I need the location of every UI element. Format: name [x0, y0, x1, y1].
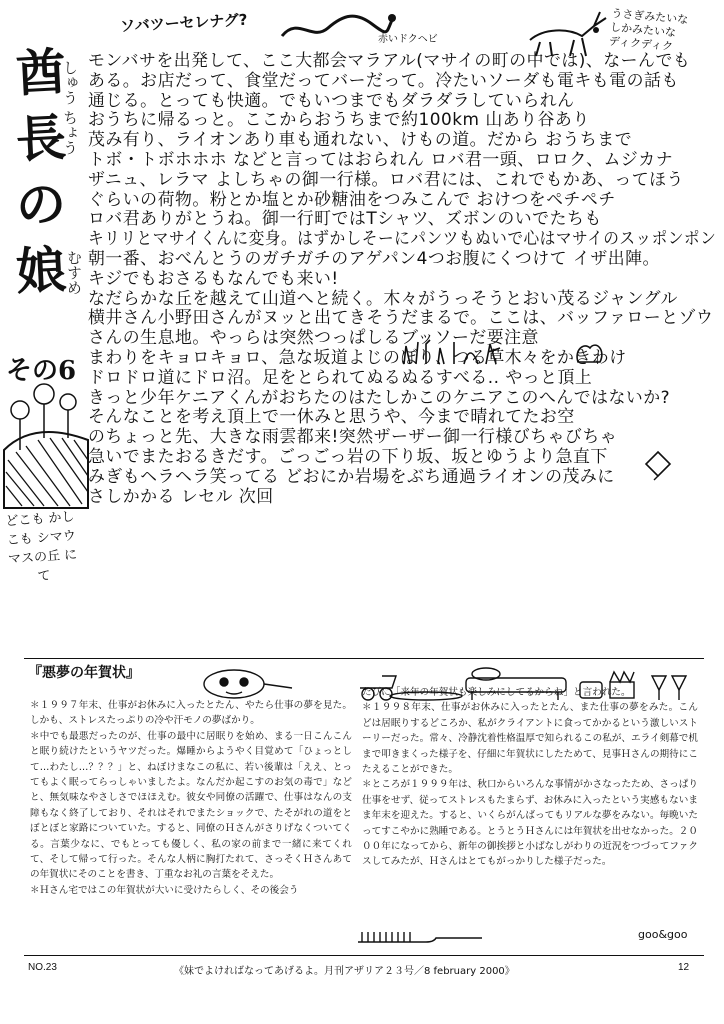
toothbrush-doodle [356, 928, 486, 948]
footer-credit: 《妹でよければなってあげるよ。月刊アザリア２３号／8 february 2000》 [174, 966, 515, 977]
essay-line: 茂み有り、ライオンあり車も通れない、けもの道。だから おうちまで [88, 130, 633, 151]
dikdik-note [608, 7, 688, 56]
essay-line: 通じる。とっても快適。でもいつまでもダラダラしていられん [88, 90, 575, 111]
title-char: 娘 [14, 239, 68, 302]
title-furigana: むすめ [65, 250, 83, 295]
essay-line: まわりをキョロキョロ、急な坂道よじのぼり、つる草木々をかきわけ [88, 347, 627, 368]
article-paragraph: ＊Ｈさん宅ではこの年賀状が大いに受けたらしく、その後会う [30, 884, 299, 896]
article-paragraph: ＊１９９７年末、仕事がお休みに入ったとたん、やたら仕事の夢を見た。しかも、ストレスたっぷりの冷や汗モノの夢ばかり。 [30, 700, 352, 727]
essay-line: 横井さん小野田さんがヌッと出てきそうだまるで。ここは、バッファローとゾウ [88, 308, 714, 329]
article-paragraph: ＊１９９８年末、仕事がお休みに入ったとたん、また仕事の夢をみた。こんどは居眠りするどころか、私がクライアントに食ってかかるという激しいストーリーだった。常々、冷静沈着性格温厚で知られるこの私が、エライ剣幕で机まで叩きまくった様子を、仔細に年賀状にしたためて、見事Ｈさんの期待にこたえることができた。 [362, 702, 698, 776]
essay-line: ロバ君ありがとうね。御一行町ではTシャツ、ズボンのいでたちも [88, 209, 602, 230]
title-furigana: しゅう ちょう [61, 60, 79, 155]
article-paragraph: ＊ところが１９９９年は、秋口からいろんな事情がかさなったため、さっぱり仕事をせず、従ってストレスもたまらず、お休みに入ったという実感もないまま年末を迎えた。すると、いくらがんばってもリアルな夢をみない。毎晩いたってすこやかに熟睡である。とうとうＨさんには年賀状を出せなかった。２０００年になってから、新年の御挨拶と小ばなしがわりの近況をつづってファクスしてみたが、Ｈさんはとてもがっかりした様子だった。 [362, 779, 698, 868]
essay-line: キジでもおさるもなんでも来い! [88, 268, 339, 289]
essay-line: ザニュ、レラマ よしちゃの御一行様。ロバ君には、これでもかあ、ってほう [88, 169, 684, 190]
essay-line: モンバサを出発して、ここ大都会マラアル(マサイの町の中では)、なーんでも [88, 51, 691, 71]
essay-line: おうちに帰るっと。ここからおうちまで約100km 山あり谷あり [88, 110, 590, 131]
dikdik-note-line: ディクディク [608, 34, 674, 54]
article-paragraph: たびに「来年の年賀状も楽しみにしてるからね」と言われた。 [362, 687, 631, 698]
article-paragraph: ＊中でも最悪だったのが、仕事の最中に居眠りを始め、まる一日こんこんと眠り続けたというヤツだった。爆睡からようやく目覚めて「ひょっとして…わたし…？？？」と、ねぼけまなこの私に、若い後輩は「ええ、とってもよく眠ってらっしゃいましたよ。なんだか起こすのお気の毒で」などと、無気味なやさしさでほほえむ。彼女や同僚の活躍で、仕事はなんの支障もなく終了しており、それはそれでまたショックで、たそがれの道をとぼとぼと家路についていた。すると、同僚のＨさんがさりげなくついてくる。言葉少なに、でもとっても優しく、私の家の前まで一緒に来てくれて、そして帰って行った。そんな人柄に胸打たれて、さっそくＨさんあての年賀状にそのことを書き、丁重なお礼の言葉をそえた。 [30, 730, 352, 881]
chapter-label: その6 [6, 356, 77, 386]
title-char: の [14, 173, 68, 236]
essay-line: きっと少年ケニアくんがおちたのはたしかこのケニアこのへんではないか? [88, 387, 671, 408]
essay-line: なだらかな丘を越えて山道へと続く。木々がうっそうとおい茂るジャングル [88, 288, 678, 309]
hill-trees-doodle [4, 380, 88, 510]
essay-line: さんの生息地。やっらは突然つっぱしるブッソーだ要注意 [88, 328, 539, 349]
article-column-right [362, 685, 698, 870]
essay-header: ソバツーセレナグ? [119, 10, 248, 36]
article-title: 『悪夢の年賀状』 [28, 665, 140, 681]
dikdik-note-line: うさぎみたいな [610, 6, 689, 27]
issue-number: NO.23 [28, 962, 57, 973]
essay-line: トボ・トボホホホ などと言ってはおられん ロバ君一頭、ロロク、ムジカナ [88, 149, 674, 170]
snake-label: 赤いドクヘビ [378, 34, 438, 45]
dikdik-note-line: しかみたいな [609, 20, 677, 40]
article-column-left [30, 698, 352, 898]
essay-body [88, 52, 720, 507]
essay-line: 急いでまたおるきだす。ごっごっ岩の下り坂、坂とゆうより急直下 [88, 446, 608, 467]
section-divider [24, 658, 704, 659]
title-char: 酋 [14, 41, 68, 104]
hill-caption: どこも かしこも シマウマスの丘 にて [4, 509, 78, 585]
essay-line: ある。お店だって、食堂だってバーだって。冷たいソーダも電キも電の話も [88, 70, 679, 91]
essay-line: ぐらいの荷物。粉とか塩とか砂糖油をつみこんで おけつをペチペチ [88, 189, 616, 210]
page-number: 12 [678, 962, 690, 973]
essay-line: そんなことを考え頂上で一休みと思うや、今まで晴れてたお空 [88, 407, 575, 428]
title-char: 長 [14, 107, 68, 170]
essay-line: 朝一番、おべんとうのガチガチのアゲパン4つお腹にくつけて イザ出陣。 [88, 248, 660, 269]
essay-line: ドロドロ道にドロ沼。足をとられてぬるぬるすべる.. やっと頂上 [88, 367, 593, 388]
footer-divider [24, 955, 704, 956]
essay-line: みぎもヘラヘラ笑ってる どおにか岩場をぶち通過ライオンの茂みに [88, 466, 615, 487]
article-signature: goo&goo [638, 928, 688, 941]
essay-line: キリリとマサイくんに変身。はずかしそーにパンツもぬいで心はマサイのスッポンポン [88, 229, 717, 250]
essay-line: さしかかる レセル 次回 [88, 486, 274, 507]
essay-line: のちょっと先、大きな雨雲都来!突然ザーザー御一行様びちゃびちゃ [88, 427, 618, 448]
